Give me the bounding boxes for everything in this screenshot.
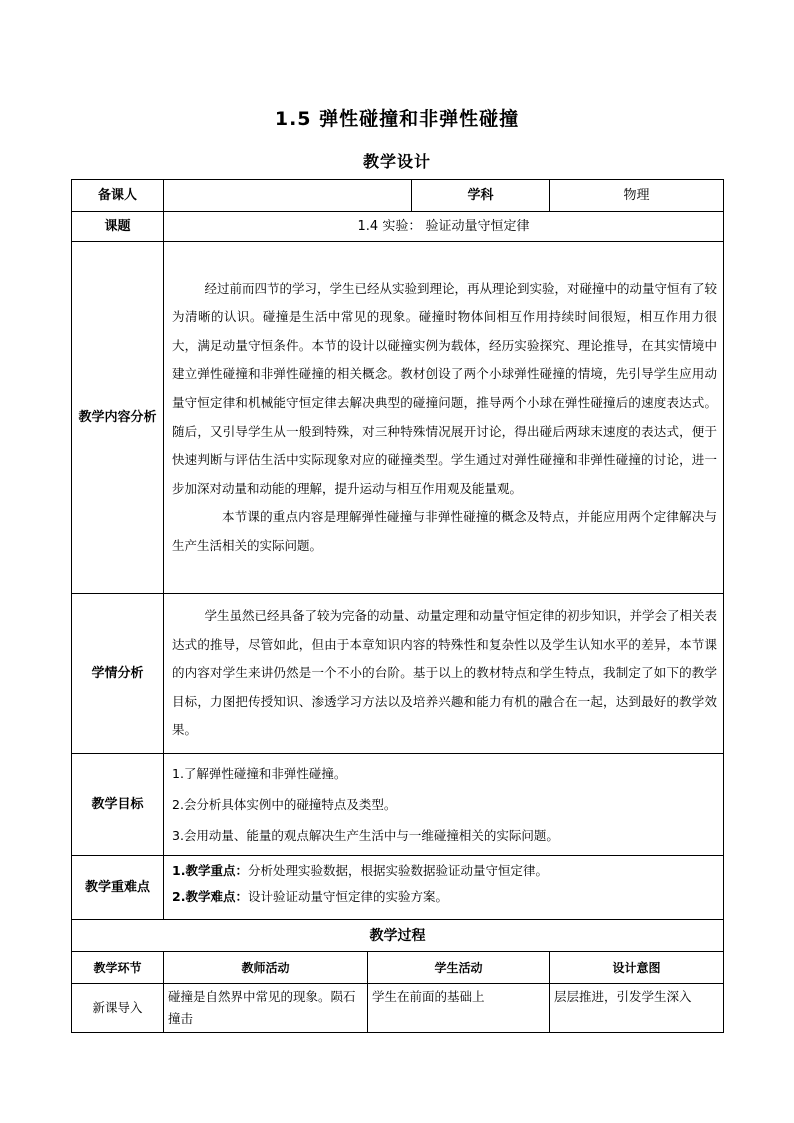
process-header-stage: 教学环节 [72, 952, 164, 984]
document-subtitle: 教学设计 [362, 152, 431, 171]
process-header-intent: 设计意图 [550, 952, 724, 984]
objective-item: 1.了解弹性碰撞和非弹性碰撞。 [172, 766, 347, 781]
process-header-student: 学生活动 [368, 952, 550, 984]
learner-analysis-label: 学情分析 [72, 594, 164, 754]
content-analysis-row [72, 242, 724, 594]
key-points-label: 教学重难点 [72, 856, 164, 920]
focus-text: 分析处理实验数据，根据实验数据验证动量守恒定律。 [247, 863, 548, 878]
difficulty-label: 2.教学难点： [172, 889, 248, 904]
subject-label: 学科 [412, 180, 550, 212]
objective-item: 3.会用动量、能量的观点解决生产生活中与一维碰撞相关的实际问题。 [172, 828, 559, 843]
difficulty-text: 设计验证动量守恒定律的实验方案。 [247, 889, 448, 904]
process-cell-intent: 层层推进，引发学生深入 [550, 984, 724, 1033]
key-points-text [164, 856, 724, 920]
subject-value: 物理 [550, 180, 724, 212]
objectives-list [164, 754, 724, 856]
content-analysis-text [164, 242, 724, 594]
process-row [72, 984, 724, 1033]
process-header-row [72, 952, 724, 984]
content-analysis-paragraph: 经过前而四节的学习，学生已经从实验到理论，再从理论到实验，对碰撞中的动量守恒有了较为清晰的认识。碰撞是生活中常见的现象。碰撞时物体间相互作用持续时间很短，相互作用力很大，满足动量守恒条件。本节的设计以碰撞实例为载体，经历实验探究、理论推导，在其实情境中建立弹性碰撞和非弹性碰撞的相关概念。教材创设了两个小球弹性碰撞的情境，先引导学生应用动量守恒定律和机械能守恒定律去解决典型的碰撞问题，推导两个小球在弹性碰撞后的速度表达式。随后，又引导学生从一般到特殊，对三种特殊情况展开讨论，得出碰后两球末速度的表达式，便于快速判断与评估生活中实际现象对应的碰撞类型。学生通过对弹性碰撞和非弹性碰撞的讨论，进一步加深对动量和动能的理解，提升运动与相互作用观及能量观。 [172, 280, 718, 496]
process-title: 教学过程 [72, 920, 724, 952]
preparer-label: 备课人 [72, 180, 164, 212]
content-analysis-paragraph: 本节课的重点内容是理解弹性碰撞与非弹性碰撞的概念及特点，并能应用两个定律解决与生产生活相关的实际问题。 [172, 509, 717, 553]
content-analysis-label: 教学内容分析 [72, 242, 164, 594]
process-header-teacher: 教师活动 [164, 952, 368, 984]
process-title-row [72, 920, 724, 952]
key-points-row [72, 856, 724, 920]
process-cell-stage: 新课导入 [72, 984, 164, 1033]
topic-label: 课题 [72, 212, 164, 242]
preparer-value [164, 180, 412, 212]
lesson-plan-table [71, 179, 724, 1033]
topic-value: 1.4 实验： 验证动量守恒定律 [164, 212, 724, 242]
process-cell-teacher: 碰撞是自然界中常见的现象。陨石撞击 [164, 984, 368, 1033]
learner-analysis-paragraph: 学生虽然已经具备了较为完备的动量、动量定理和动量守恒定律的初步知识，并学会了相关表达式的推导，尽管如此，但由于本章知识内容的特殊性和复杂性以及学生认知水平的差异，本节课的内容对学生来讲仍然是一个不小的台阶。基于以上的教材特点和学生特点，我制定了如下的教学目标，力图把传授知识、渗透学习方法以及培养兴趣和能力有机的融合在一起，达到最好的教学效果。 [172, 608, 718, 738]
objectives-label: 教学目标 [72, 754, 164, 856]
objectives-row [72, 754, 724, 856]
learner-analysis-text [164, 594, 724, 754]
focus-line [172, 858, 717, 884]
process-cell-student: 学生在前面的基础上 [368, 984, 550, 1033]
difficulty-line [172, 884, 717, 910]
learner-analysis-row [72, 594, 724, 754]
header-row [72, 180, 724, 212]
objective-item: 2.会分析具体实例中的碰撞特点及类型。 [172, 797, 397, 812]
topic-row [72, 212, 724, 242]
document-title: 1.5 弹性碰撞和非弹性碰撞 [274, 108, 520, 130]
focus-label: 1.教学重点： [172, 863, 248, 878]
